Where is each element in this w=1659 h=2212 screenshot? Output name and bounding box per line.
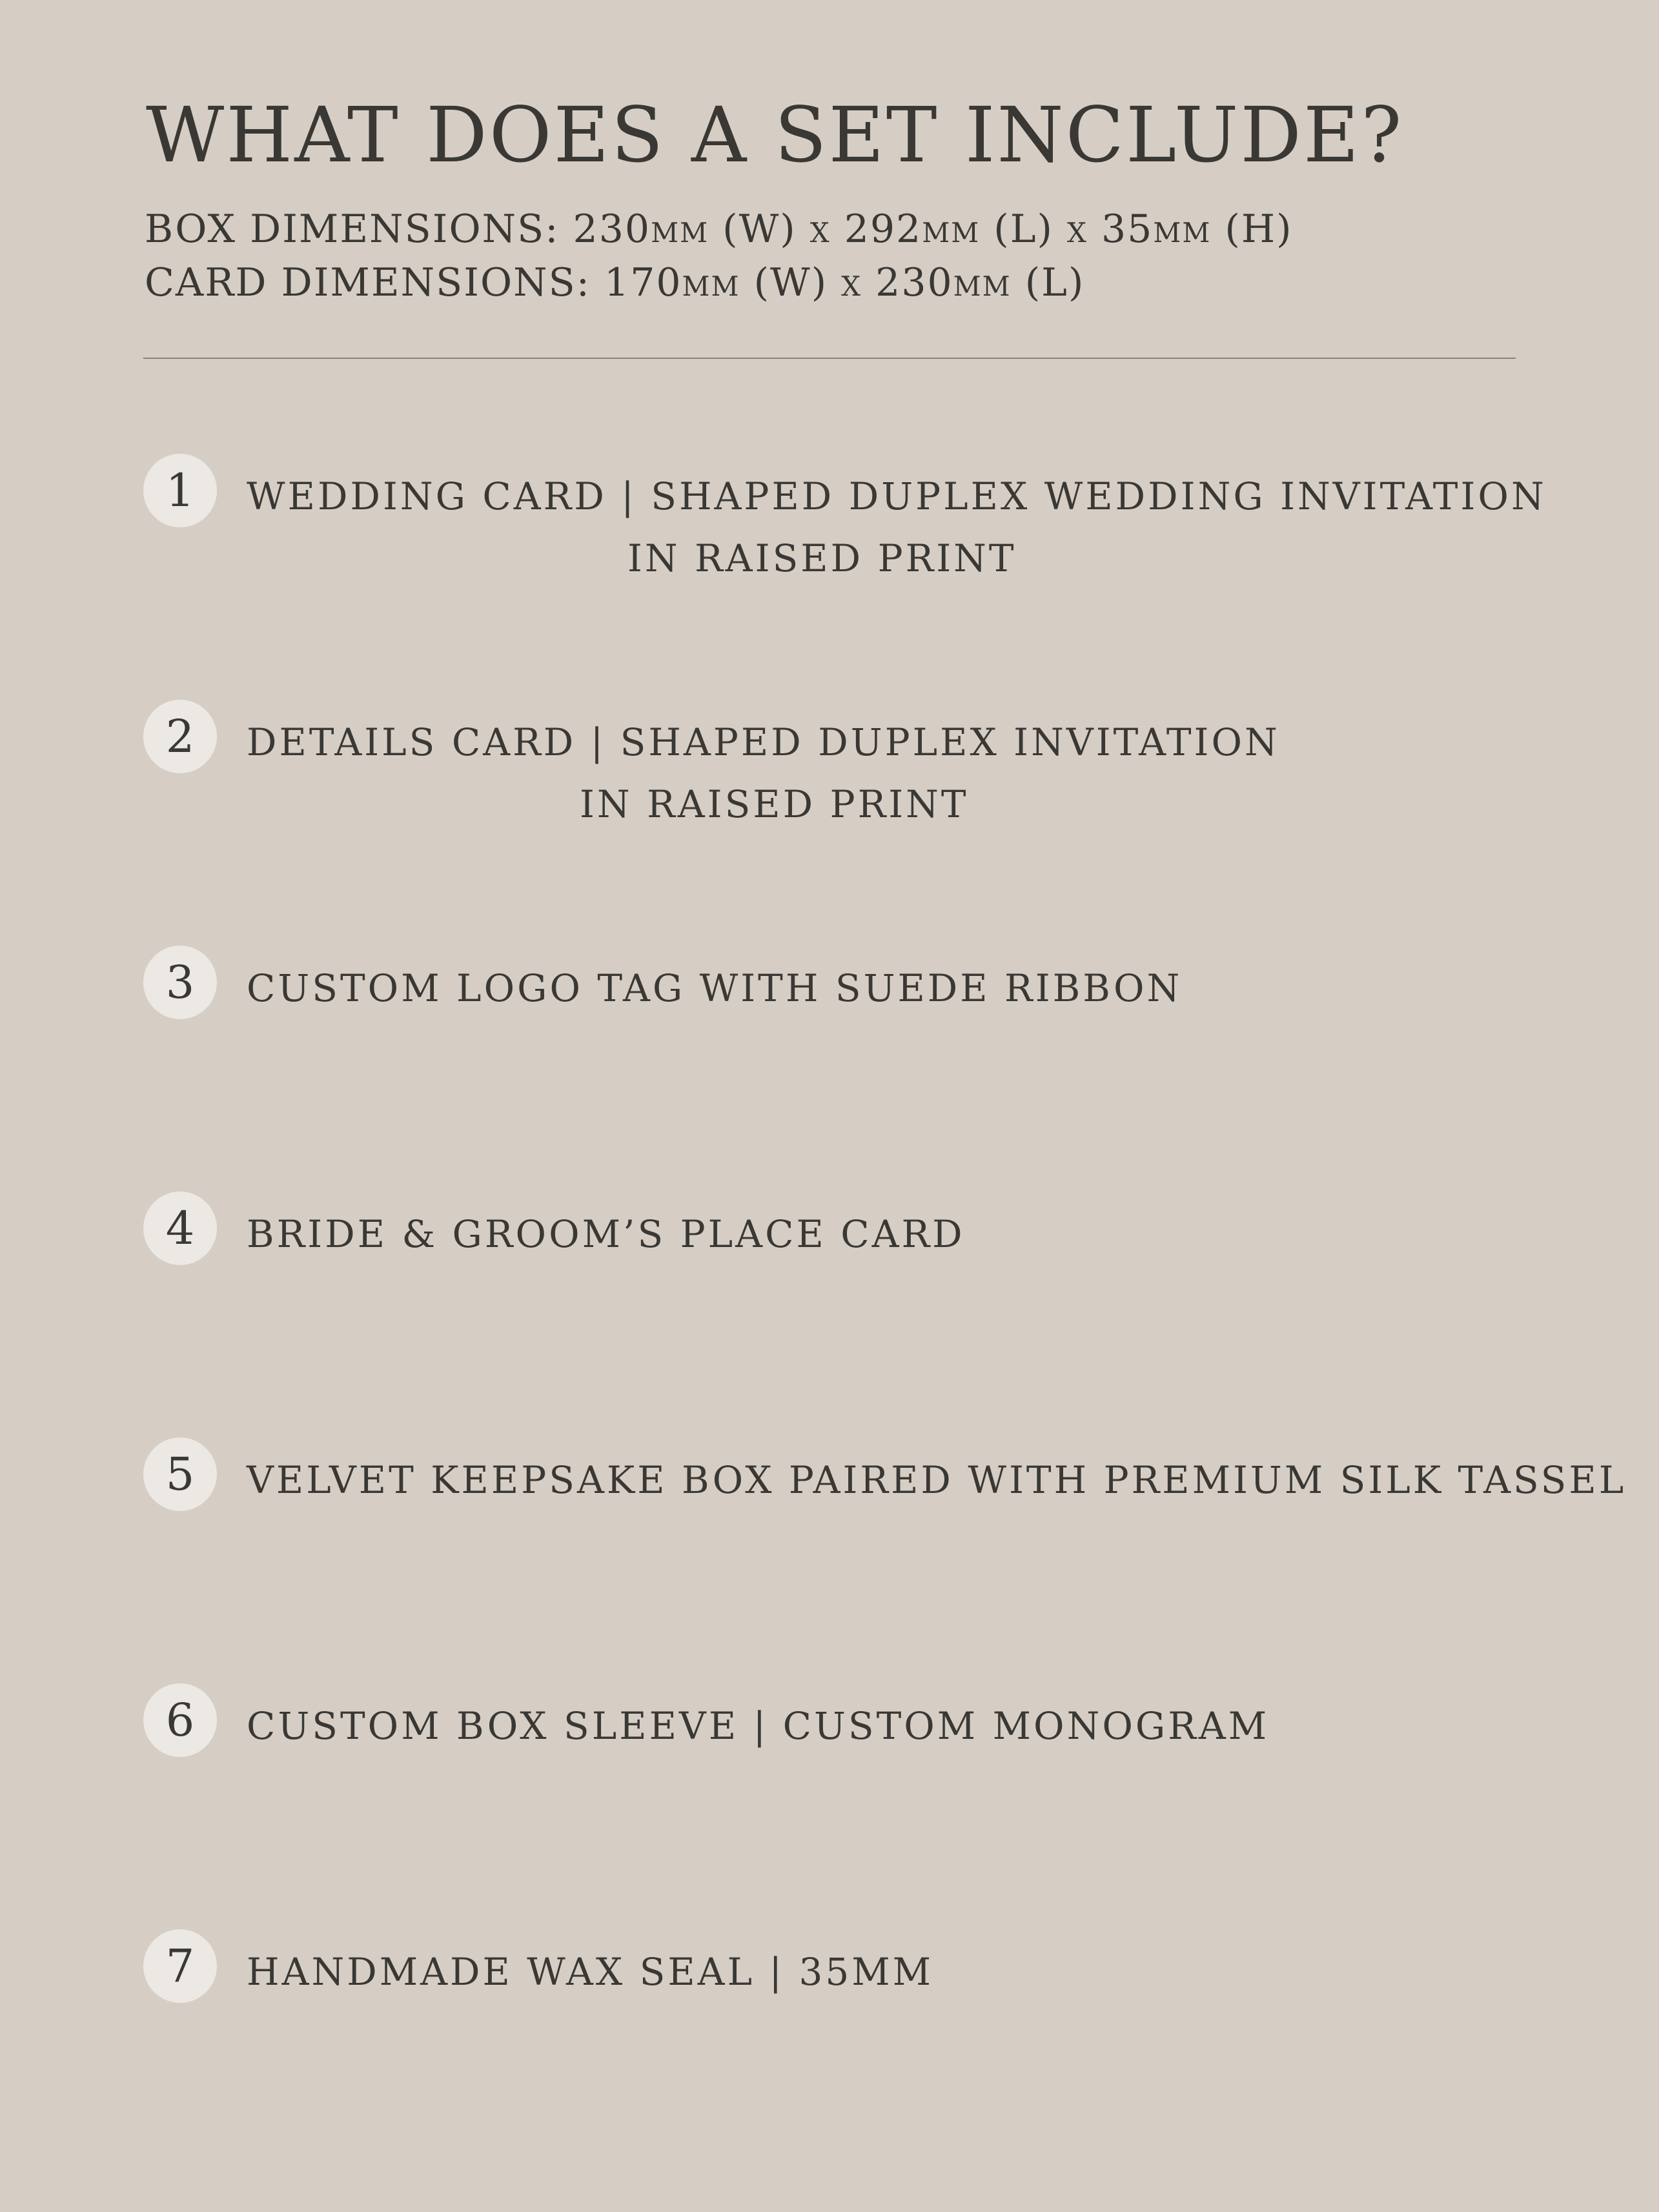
item-text: VELVET KEEPSAKE BOX PAIRED WITH PREMIUM SILK TASSEL bbox=[247, 1458, 1627, 1502]
item-text: HANDMADE WAX SEAL | 35MM bbox=[247, 1950, 934, 1994]
item-number-badge: 3 bbox=[143, 946, 217, 1019]
page-title: WHAT DOES A SET INCLUDE? bbox=[146, 90, 1404, 179]
card-dimensions: CARD DIMENSIONS: 170mm (W) x 230mm (L) bbox=[145, 260, 1085, 305]
item-number-badge: 7 bbox=[143, 1929, 217, 2003]
box-dimensions: BOX DIMENSIONS: 230mm (W) x 292mm (L) x 35mm (H) bbox=[145, 207, 1293, 252]
item-number-badge: 4 bbox=[143, 1192, 217, 1265]
item-text: WEDDING CARD | SHAPED DUPLEX WEDDING INVITATION bbox=[247, 474, 1547, 518]
item-number-badge: 2 bbox=[143, 700, 217, 773]
item-text: CUSTOM LOGO TAG WITH SUEDE RIBBON bbox=[247, 966, 1183, 1010]
item-text: CUSTOM BOX SLEEVE | CUSTOM MONOGRAM bbox=[247, 1704, 1270, 1748]
item-number-badge: 6 bbox=[143, 1683, 217, 1757]
item-text: DETAILS CARD | SHAPED DUPLEX INVITATION bbox=[247, 720, 1280, 764]
item-text: BRIDE & GROOM’S PLACE CARD bbox=[247, 1212, 965, 1256]
item-text-line2: IN RAISED PRINT bbox=[627, 536, 1017, 580]
divider bbox=[143, 358, 1516, 359]
item-number-badge: 1 bbox=[143, 454, 217, 527]
item-text-line2: IN RAISED PRINT bbox=[580, 782, 969, 826]
item-number-badge: 5 bbox=[143, 1437, 217, 1511]
